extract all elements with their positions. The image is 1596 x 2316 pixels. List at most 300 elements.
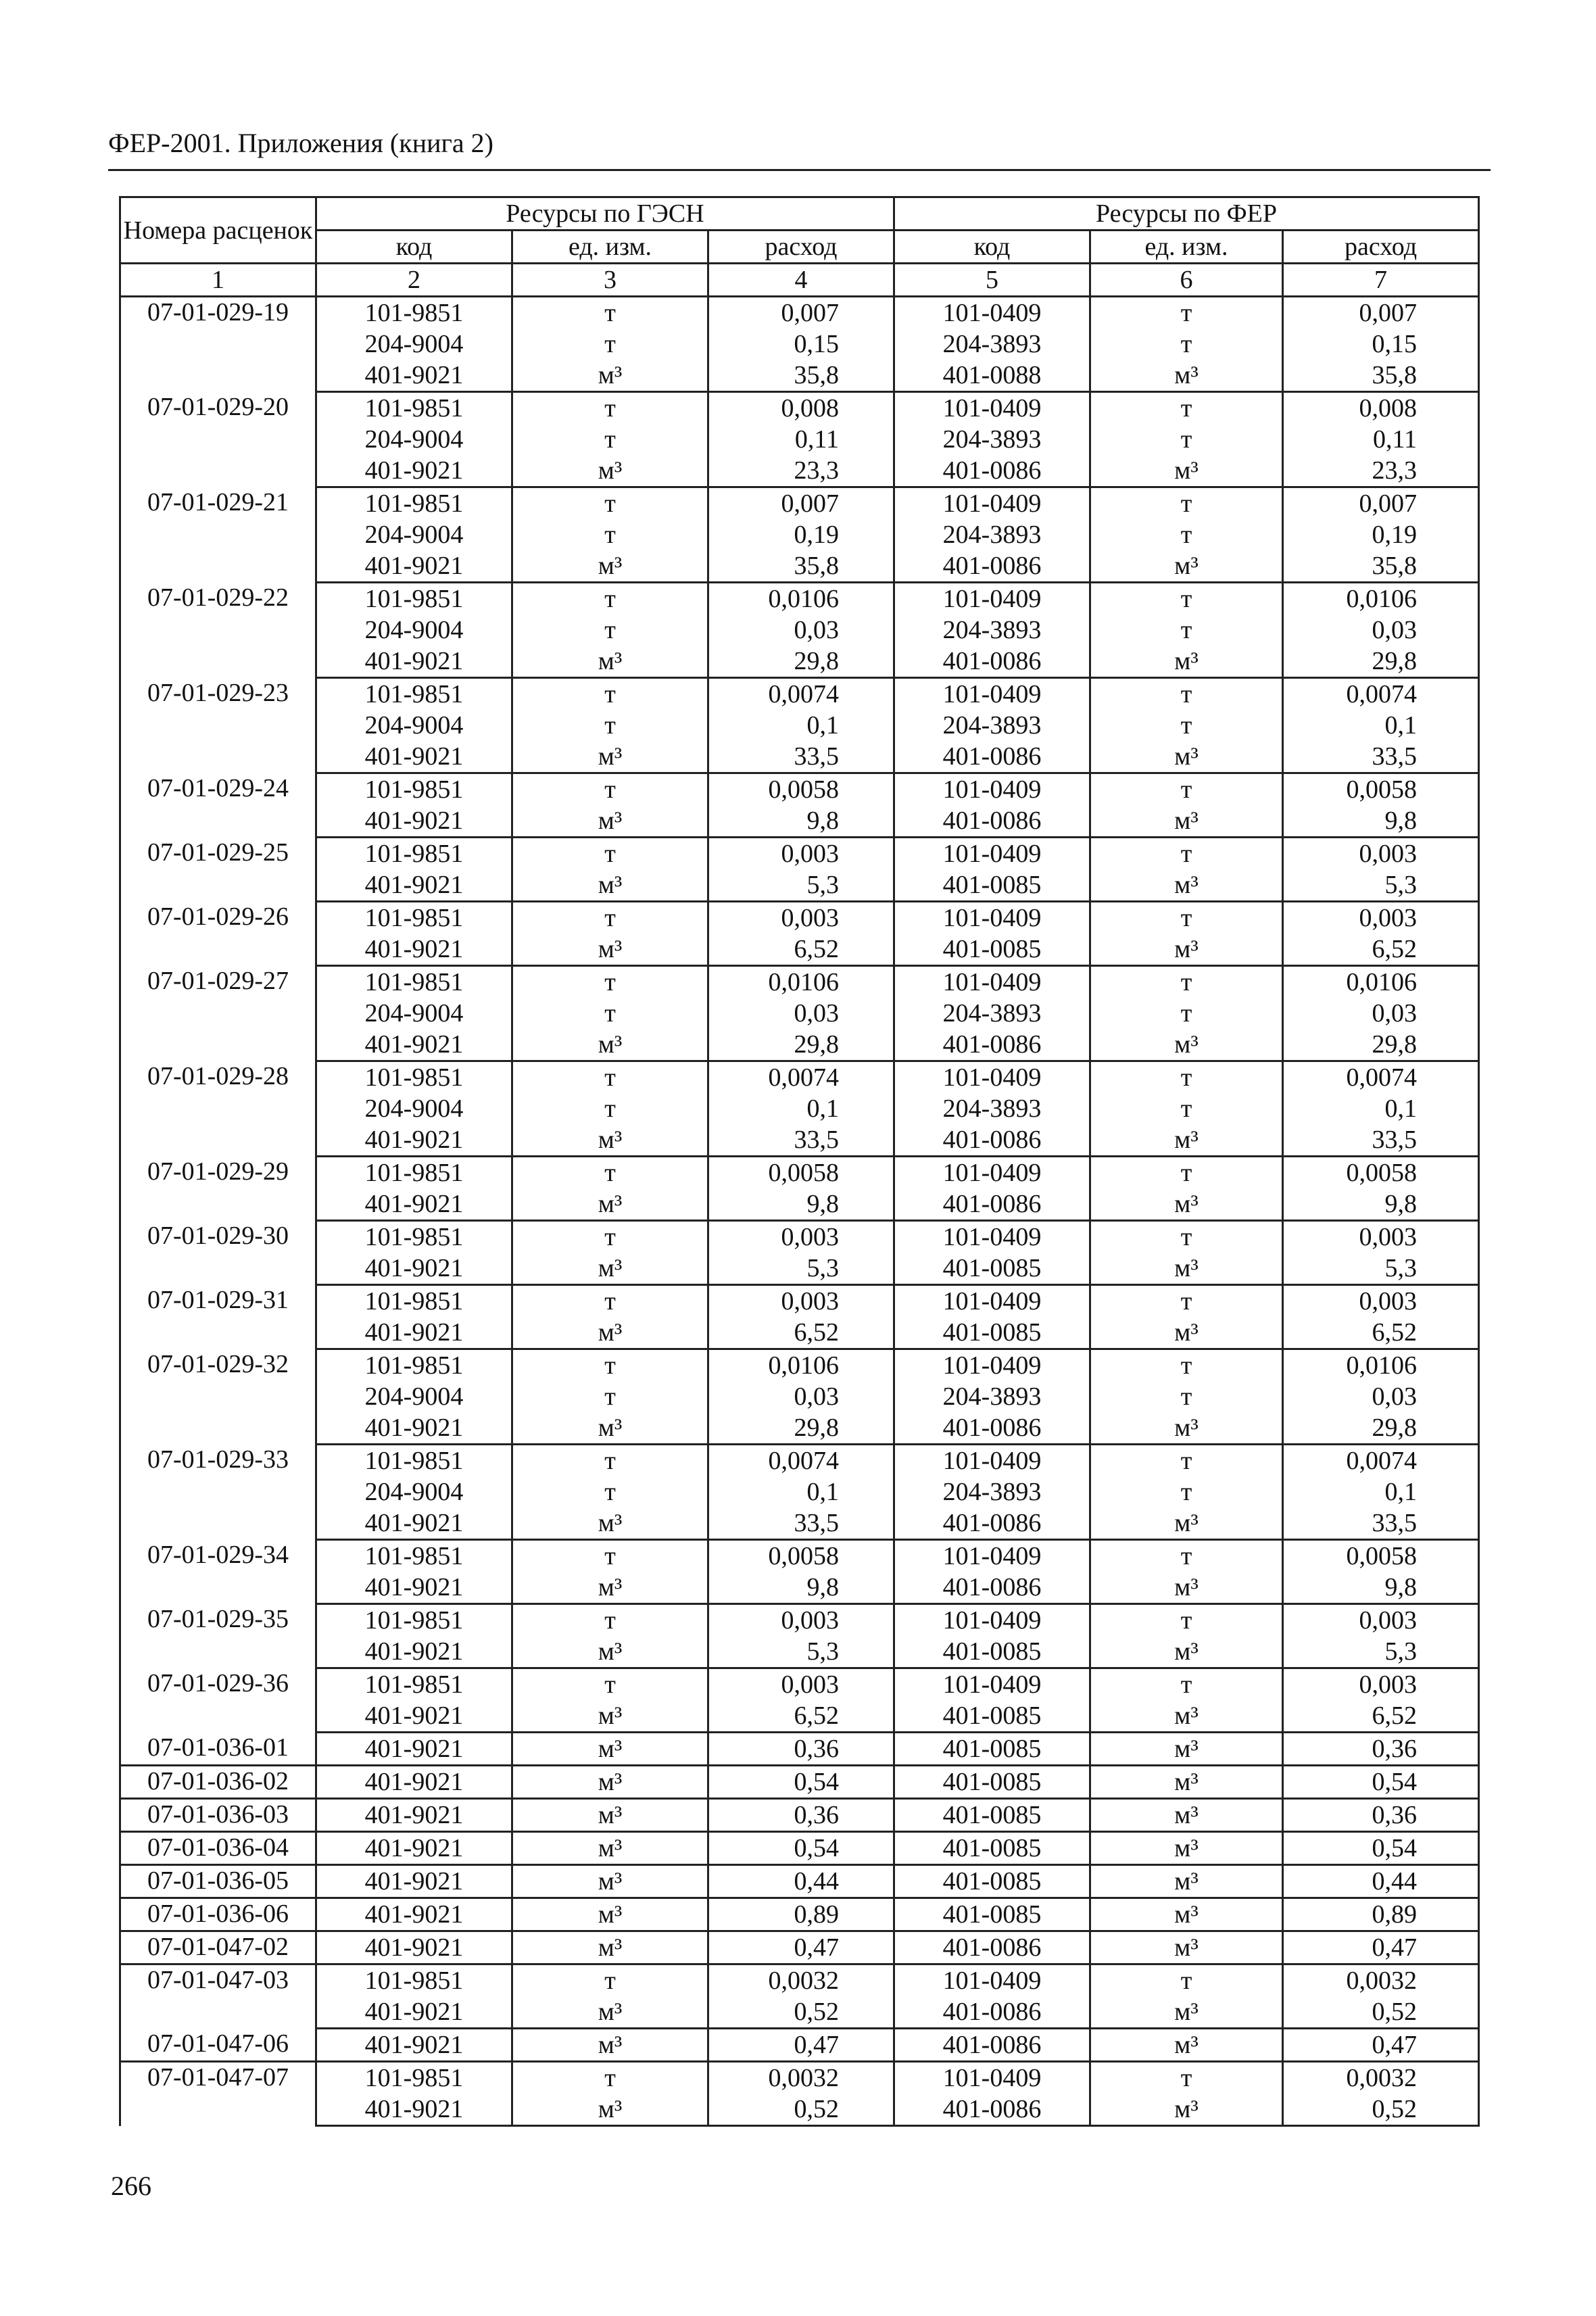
table-row (120, 360, 1479, 392)
fer-consumption-cell: 0,0032 (1283, 1964, 1479, 1997)
fer-unit-cell: т (1090, 1668, 1283, 1701)
fer-code-cell: 401-0085 (894, 1766, 1090, 1799)
gesn-unit-cell: т (512, 424, 708, 455)
gesn-unit-cell: м³ (512, 2029, 708, 2062)
fer-consumption-cell: 6,52 (1283, 934, 1479, 966)
gesn-consumption-cell: 0,1 (708, 1476, 894, 1507)
fer-unit-cell: м³ (1090, 1733, 1283, 1766)
fer-consumption-cell: 35,8 (1283, 550, 1479, 583)
gesn-unit-cell: м³ (512, 805, 708, 838)
gesn-consumption-cell: 33,5 (708, 741, 894, 773)
fer-consumption-cell: 0,0074 (1283, 1061, 1479, 1094)
rate-number-cell: 07-01-029-22 (120, 583, 316, 678)
rate-number-cell: 07-01-029-36 (120, 1668, 316, 1733)
fer-consumption-cell: 0,003 (1283, 902, 1479, 934)
fer-code-cell: 401-0085 (894, 1832, 1090, 1865)
rate-number-cell: 07-01-036-06 (120, 1898, 316, 1931)
fer-code-cell: 101-0409 (894, 2062, 1090, 2094)
gesn-unit-cell: м³ (512, 1700, 708, 1733)
table-row (120, 455, 1479, 487)
gesn-code-cell: 401-9021 (316, 805, 512, 838)
fer-consumption-cell: 0,0074 (1283, 678, 1479, 710)
column-number: 5 (894, 264, 1090, 297)
fer-consumption-cell: 9,8 (1283, 805, 1479, 838)
gesn-unit-cell: м³ (512, 1636, 708, 1668)
gesn-code-cell: 401-9021 (316, 934, 512, 966)
gesn-consumption-cell: 9,8 (708, 1188, 894, 1221)
gesn-unit-cell: т (512, 902, 708, 934)
fer-code-cell: 401-0088 (894, 360, 1090, 392)
gesn-consumption-cell: 0,03 (708, 614, 894, 646)
table-row (120, 1412, 1479, 1445)
fer-code-cell: 401-0086 (894, 2029, 1090, 2062)
fer-unit-cell: т (1090, 1061, 1283, 1094)
fer-unit-cell: т (1090, 1964, 1283, 1997)
gesn-unit-cell: т (512, 392, 708, 425)
fer-unit-cell: т (1090, 1093, 1283, 1124)
gesn-consumption-cell: 0,47 (708, 1931, 894, 1964)
table-row (120, 1832, 1479, 1865)
gesn-code-cell: 204-9004 (316, 424, 512, 455)
table-row (120, 1285, 1479, 1318)
gesn-consumption-cell: 0,54 (708, 1832, 894, 1865)
fer-unit-cell: м³ (1090, 1029, 1283, 1061)
gesn-consumption-cell: 0,36 (708, 1733, 894, 1766)
fer-code-cell: 101-0409 (894, 678, 1090, 710)
gesn-code-cell: 204-9004 (316, 1381, 512, 1412)
fer-code-cell: 101-0409 (894, 1349, 1090, 1382)
column-header-fer-consumption: расход (1283, 231, 1479, 264)
rate-number-cell: 07-01-029-29 (120, 1157, 316, 1221)
gesn-consumption-cell: 0,03 (708, 998, 894, 1029)
fer-unit-cell: м³ (1090, 1253, 1283, 1285)
gesn-code-cell: 101-9851 (316, 583, 512, 615)
fer-consumption-cell: 23,3 (1283, 455, 1479, 487)
gesn-code-cell: 401-9021 (316, 1898, 512, 1931)
fer-unit-cell: т (1090, 773, 1283, 806)
fer-consumption-cell: 0,0106 (1283, 966, 1479, 998)
gesn-code-cell: 401-9021 (316, 1507, 512, 1540)
fer-unit-cell: м³ (1090, 1865, 1283, 1898)
fer-code-cell: 401-0086 (894, 1188, 1090, 1221)
table-row (120, 1865, 1479, 1898)
gesn-code-cell: 101-9851 (316, 1221, 512, 1253)
gesn-code-cell: 204-9004 (316, 710, 512, 741)
fer-code-cell: 401-0085 (894, 1636, 1090, 1668)
gesn-code-cell: 401-9021 (316, 2094, 512, 2126)
table-row (120, 934, 1479, 966)
fer-consumption-cell: 0,0032 (1283, 2062, 1479, 2094)
fer-code-cell: 101-0409 (894, 297, 1090, 329)
gesn-unit-cell: м³ (512, 455, 708, 487)
fer-code-cell: 204-3893 (894, 519, 1090, 550)
rate-number-cell: 07-01-047-02 (120, 1931, 316, 1964)
column-number: 2 (316, 264, 512, 297)
table-row (120, 392, 1479, 425)
table-row (120, 869, 1479, 902)
fer-unit-cell: м³ (1090, 455, 1283, 487)
gesn-unit-cell: т (512, 1381, 708, 1412)
fer-consumption-cell: 33,5 (1283, 1124, 1479, 1157)
gesn-consumption-cell: 0,003 (708, 1668, 894, 1701)
table-row (120, 1253, 1479, 1285)
rate-number-cell: 07-01-036-02 (120, 1766, 316, 1799)
table-row (120, 1572, 1479, 1604)
gesn-consumption-cell: 6,52 (708, 1317, 894, 1349)
gesn-code-cell: 204-9004 (316, 519, 512, 550)
gesn-code-cell: 101-9851 (316, 838, 512, 870)
gesn-consumption-cell: 0,0074 (708, 1445, 894, 1477)
fer-unit-cell: т (1090, 710, 1283, 741)
rate-number-cell: 07-01-029-19 (120, 297, 316, 392)
gesn-consumption-cell: 0,52 (708, 1996, 894, 2029)
rate-number-cell: 07-01-029-28 (120, 1061, 316, 1157)
fer-consumption-cell: 5,3 (1283, 869, 1479, 902)
gesn-code-cell: 401-9021 (316, 1636, 512, 1668)
fer-consumption-cell: 0,008 (1283, 392, 1479, 425)
gesn-unit-cell: т (512, 487, 708, 520)
gesn-consumption-cell: 0,89 (708, 1898, 894, 1931)
gesn-code-cell: 204-9004 (316, 614, 512, 646)
fer-unit-cell: м³ (1090, 1996, 1283, 2029)
gesn-consumption-cell: 6,52 (708, 934, 894, 966)
fer-consumption-cell: 0,54 (1283, 1832, 1479, 1865)
column-group-gesn: Ресурсы по ГЭСН (316, 197, 894, 231)
fer-unit-cell: м³ (1090, 1898, 1283, 1931)
fer-code-cell: 101-0409 (894, 1668, 1090, 1701)
fer-unit-cell: т (1090, 1476, 1283, 1507)
fer-unit-cell: м³ (1090, 1700, 1283, 1733)
fer-code-cell: 101-0409 (894, 392, 1090, 425)
table-row (120, 773, 1479, 806)
fer-consumption-cell: 0,0058 (1283, 1540, 1479, 1572)
rate-number-cell: 07-01-047-07 (120, 2062, 316, 2126)
gesn-code-cell: 204-9004 (316, 998, 512, 1029)
fer-code-cell: 101-0409 (894, 1061, 1090, 1094)
gesn-consumption-cell: 0,003 (708, 902, 894, 934)
table-row (120, 1221, 1479, 1253)
fer-consumption-cell: 6,52 (1283, 1317, 1479, 1349)
gesn-unit-cell: м³ (512, 1507, 708, 1540)
fer-code-cell: 401-0086 (894, 550, 1090, 583)
gesn-consumption-cell: 6,52 (708, 1700, 894, 1733)
gesn-unit-cell: м³ (512, 646, 708, 678)
fer-consumption-cell: 0,007 (1283, 297, 1479, 329)
fer-code-cell: 401-0086 (894, 1029, 1090, 1061)
gesn-unit-cell: т (512, 583, 708, 615)
gesn-consumption-cell: 0,1 (708, 1093, 894, 1124)
table-row (120, 1733, 1479, 1766)
rate-number-cell: 07-01-036-03 (120, 1799, 316, 1832)
gesn-code-cell: 101-9851 (316, 1157, 512, 1189)
gesn-unit-cell: м³ (512, 360, 708, 392)
gesn-code-cell: 204-9004 (316, 1476, 512, 1507)
gesn-consumption-cell: 0,0074 (708, 1061, 894, 1094)
gesn-consumption-cell: 33,5 (708, 1507, 894, 1540)
gesn-consumption-cell: 0,0106 (708, 966, 894, 998)
table-row (120, 1093, 1479, 1124)
fer-unit-cell: т (1090, 966, 1283, 998)
table-row (120, 1381, 1479, 1412)
fer-unit-cell: м³ (1090, 1572, 1283, 1604)
fer-unit-cell: м³ (1090, 2094, 1283, 2126)
gesn-unit-cell: м³ (512, 1931, 708, 1964)
gesn-unit-cell: т (512, 614, 708, 646)
table-row (120, 1931, 1479, 1964)
fer-consumption-cell: 0,03 (1283, 998, 1479, 1029)
fer-unit-cell: т (1090, 1445, 1283, 1477)
table-row (120, 1766, 1479, 1799)
gesn-unit-cell: т (512, 773, 708, 806)
gesn-code-cell: 101-9851 (316, 902, 512, 934)
gesn-unit-cell: м³ (512, 1253, 708, 1285)
fer-consumption-cell: 33,5 (1283, 1507, 1479, 1540)
fer-code-cell: 204-3893 (894, 1381, 1090, 1412)
table-row (120, 1540, 1479, 1572)
gesn-consumption-cell: 0,44 (708, 1865, 894, 1898)
fer-unit-cell: т (1090, 2062, 1283, 2094)
gesn-code-cell: 101-9851 (316, 1061, 512, 1094)
gesn-code-cell: 401-9021 (316, 1766, 512, 1799)
gesn-code-cell: 401-9021 (316, 1865, 512, 1898)
gesn-consumption-cell: 0,1 (708, 710, 894, 741)
table-body (120, 297, 1479, 2126)
fer-consumption-cell: 0,003 (1283, 1221, 1479, 1253)
gesn-consumption-cell: 35,8 (708, 360, 894, 392)
fer-unit-cell: т (1090, 838, 1283, 870)
column-header-fer-unit: ед. изм. (1090, 231, 1283, 264)
gesn-consumption-cell: 0,007 (708, 487, 894, 520)
fer-unit-cell: м³ (1090, 2029, 1283, 2062)
gesn-code-cell: 101-9851 (316, 297, 512, 329)
gesn-code-cell: 401-9021 (316, 1572, 512, 1604)
gesn-code-cell: 401-9021 (316, 550, 512, 583)
fer-code-cell: 101-0409 (894, 1445, 1090, 1477)
table-row (120, 1604, 1479, 1637)
gesn-code-cell: 101-9851 (316, 1604, 512, 1637)
gesn-unit-cell: т (512, 329, 708, 360)
table-row (120, 646, 1479, 678)
table-row (120, 424, 1479, 455)
gesn-unit-cell: т (512, 1285, 708, 1318)
table-row (120, 1700, 1479, 1733)
column-header-gesn-unit: ед. изм. (512, 231, 708, 264)
rate-number-cell: 07-01-029-31 (120, 1285, 316, 1349)
gesn-code-cell: 204-9004 (316, 329, 512, 360)
fer-consumption-cell: 0,1 (1283, 710, 1479, 741)
gesn-unit-cell: т (512, 966, 708, 998)
gesn-consumption-cell: 0,0058 (708, 1157, 894, 1189)
fer-code-cell: 204-3893 (894, 1093, 1090, 1124)
gesn-code-cell: 101-9851 (316, 2062, 512, 2094)
gesn-unit-cell: т (512, 1476, 708, 1507)
gesn-unit-cell: т (512, 1964, 708, 1997)
fer-unit-cell: т (1090, 1381, 1283, 1412)
gesn-consumption-cell: 0,007 (708, 297, 894, 329)
fer-code-cell: 401-0085 (894, 1253, 1090, 1285)
fer-unit-cell: м³ (1090, 1766, 1283, 1799)
gesn-code-cell: 401-9021 (316, 1124, 512, 1157)
table-row (120, 1349, 1479, 1382)
fer-consumption-cell: 0,89 (1283, 1898, 1479, 1931)
fer-unit-cell: т (1090, 329, 1283, 360)
gesn-unit-cell: т (512, 1604, 708, 1637)
fer-consumption-cell: 29,8 (1283, 1412, 1479, 1445)
gesn-consumption-cell: 0,0106 (708, 1349, 894, 1382)
fer-consumption-cell: 9,8 (1283, 1188, 1479, 1221)
gesn-code-cell: 401-9021 (316, 1733, 512, 1766)
gesn-code-cell: 401-9021 (316, 2029, 512, 2062)
table-row (120, 583, 1479, 615)
gesn-unit-cell: м³ (512, 1412, 708, 1445)
fer-unit-cell: м³ (1090, 1799, 1283, 1832)
gesn-consumption-cell: 0,0032 (708, 2062, 894, 2094)
gesn-unit-cell: м³ (512, 2094, 708, 2126)
fer-code-cell: 101-0409 (894, 1964, 1090, 1997)
gesn-unit-cell: м³ (512, 934, 708, 966)
gesn-unit-cell: м³ (512, 1124, 708, 1157)
fer-code-cell: 101-0409 (894, 1604, 1090, 1637)
gesn-consumption-cell: 0,0032 (708, 1964, 894, 1997)
table-head (120, 197, 1479, 297)
gesn-unit-cell: м³ (512, 1572, 708, 1604)
fer-consumption-cell: 29,8 (1283, 1029, 1479, 1061)
fer-code-cell: 101-0409 (894, 966, 1090, 998)
fer-code-cell: 401-0086 (894, 1931, 1090, 1964)
page-number: 266 (111, 2171, 151, 2201)
fer-consumption-cell: 0,0106 (1283, 583, 1479, 615)
fer-consumption-cell: 0,0058 (1283, 773, 1479, 806)
fer-consumption-cell: 29,8 (1283, 646, 1479, 678)
gesn-unit-cell: м³ (512, 869, 708, 902)
fer-consumption-cell: 0,0106 (1283, 1349, 1479, 1382)
gesn-code-cell: 101-9851 (316, 773, 512, 806)
gesn-unit-cell: м³ (512, 1733, 708, 1766)
gesn-unit-cell: м³ (512, 1865, 708, 1898)
gesn-code-cell: 401-9021 (316, 1188, 512, 1221)
fer-code-cell: 401-0086 (894, 1412, 1090, 1445)
fer-unit-cell: т (1090, 1221, 1283, 1253)
fer-code-cell: 401-0086 (894, 1507, 1090, 1540)
fer-unit-cell: м³ (1090, 741, 1283, 773)
gesn-code-cell: 401-9021 (316, 1996, 512, 2029)
fer-consumption-cell: 0,47 (1283, 1931, 1479, 1964)
gesn-code-cell: 101-9851 (316, 1349, 512, 1382)
fer-code-cell: 401-0085 (894, 869, 1090, 902)
table-row (120, 1124, 1479, 1157)
fer-consumption-cell: 9,8 (1283, 1572, 1479, 1604)
gesn-unit-cell: т (512, 1093, 708, 1124)
gesn-unit-cell: т (512, 1061, 708, 1094)
gesn-code-cell: 401-9021 (316, 646, 512, 678)
fer-code-cell: 401-0086 (894, 805, 1090, 838)
column-header-rate-numbers: Номера расценок (120, 197, 316, 264)
table-row (120, 1188, 1479, 1221)
gesn-unit-cell: м³ (512, 1898, 708, 1931)
fer-unit-cell: т (1090, 583, 1283, 615)
fer-unit-cell: м³ (1090, 934, 1283, 966)
fer-unit-cell: м³ (1090, 1188, 1283, 1221)
gesn-code-cell: 101-9851 (316, 487, 512, 520)
rate-number-cell: 07-01-029-34 (120, 1540, 316, 1604)
fer-unit-cell: т (1090, 519, 1283, 550)
gesn-consumption-cell: 0,008 (708, 392, 894, 425)
fer-unit-cell: м³ (1090, 550, 1283, 583)
fer-consumption-cell: 0,03 (1283, 1381, 1479, 1412)
gesn-unit-cell: м³ (512, 1996, 708, 2029)
gesn-code-cell: 401-9021 (316, 1832, 512, 1865)
gesn-unit-cell: м³ (512, 1799, 708, 1832)
resources-table-container (119, 196, 1478, 2127)
fer-unit-cell: т (1090, 1285, 1283, 1318)
table-row (120, 741, 1479, 773)
fer-consumption-cell: 0,003 (1283, 1668, 1479, 1701)
gesn-consumption-cell: 5,3 (708, 1253, 894, 1285)
gesn-unit-cell: т (512, 998, 708, 1029)
rate-number-cell: 07-01-029-20 (120, 392, 316, 487)
gesn-code-cell: 204-9004 (316, 1093, 512, 1124)
table-row (120, 1157, 1479, 1189)
rate-number-cell: 07-01-029-32 (120, 1349, 316, 1445)
fer-unit-cell: т (1090, 678, 1283, 710)
fer-unit-cell: т (1090, 998, 1283, 1029)
gesn-code-cell: 101-9851 (316, 392, 512, 425)
gesn-consumption-cell: 9,8 (708, 805, 894, 838)
gesn-consumption-cell: 0,15 (708, 329, 894, 360)
gesn-code-cell: 401-9021 (316, 1799, 512, 1832)
gesn-consumption-cell: 0,03 (708, 1381, 894, 1412)
fer-unit-cell: м³ (1090, 1636, 1283, 1668)
fer-code-cell: 204-3893 (894, 424, 1090, 455)
gesn-consumption-cell: 35,8 (708, 550, 894, 583)
gesn-unit-cell: м³ (512, 1317, 708, 1349)
table-row (120, 902, 1479, 934)
fer-unit-cell: т (1090, 614, 1283, 646)
gesn-code-cell: 101-9851 (316, 1964, 512, 1997)
gesn-unit-cell: м³ (512, 550, 708, 583)
table-row (120, 1799, 1479, 1832)
gesn-unit-cell: м³ (512, 1832, 708, 1865)
rate-number-cell: 07-01-036-01 (120, 1733, 316, 1766)
table-row (120, 998, 1479, 1029)
fer-consumption-cell: 0,47 (1283, 2029, 1479, 2062)
fer-code-cell: 401-0086 (894, 1996, 1090, 2029)
table-row (120, 487, 1479, 520)
gesn-unit-cell: т (512, 1157, 708, 1189)
gesn-unit-cell: т (512, 710, 708, 741)
fer-consumption-cell: 0,19 (1283, 519, 1479, 550)
fer-code-cell: 204-3893 (894, 614, 1090, 646)
fer-consumption-cell: 5,3 (1283, 1636, 1479, 1668)
gesn-consumption-cell: 5,3 (708, 869, 894, 902)
fer-unit-cell: т (1090, 1604, 1283, 1637)
table-row (120, 1317, 1479, 1349)
gesn-unit-cell: т (512, 519, 708, 550)
fer-consumption-cell: 0,52 (1283, 1996, 1479, 2029)
gesn-code-cell: 401-9021 (316, 360, 512, 392)
table-row (120, 1636, 1479, 1668)
fer-consumption-cell: 0,15 (1283, 329, 1479, 360)
fer-unit-cell: м³ (1090, 1412, 1283, 1445)
gesn-consumption-cell: 0,003 (708, 1604, 894, 1637)
fer-code-cell: 401-0085 (894, 1865, 1090, 1898)
gesn-code-cell: 101-9851 (316, 678, 512, 710)
fer-code-cell: 101-0409 (894, 583, 1090, 615)
resources-table (119, 196, 1480, 2127)
gesn-consumption-cell: 0,0106 (708, 583, 894, 615)
gesn-unit-cell: т (512, 1540, 708, 1572)
gesn-code-cell: 401-9021 (316, 1700, 512, 1733)
